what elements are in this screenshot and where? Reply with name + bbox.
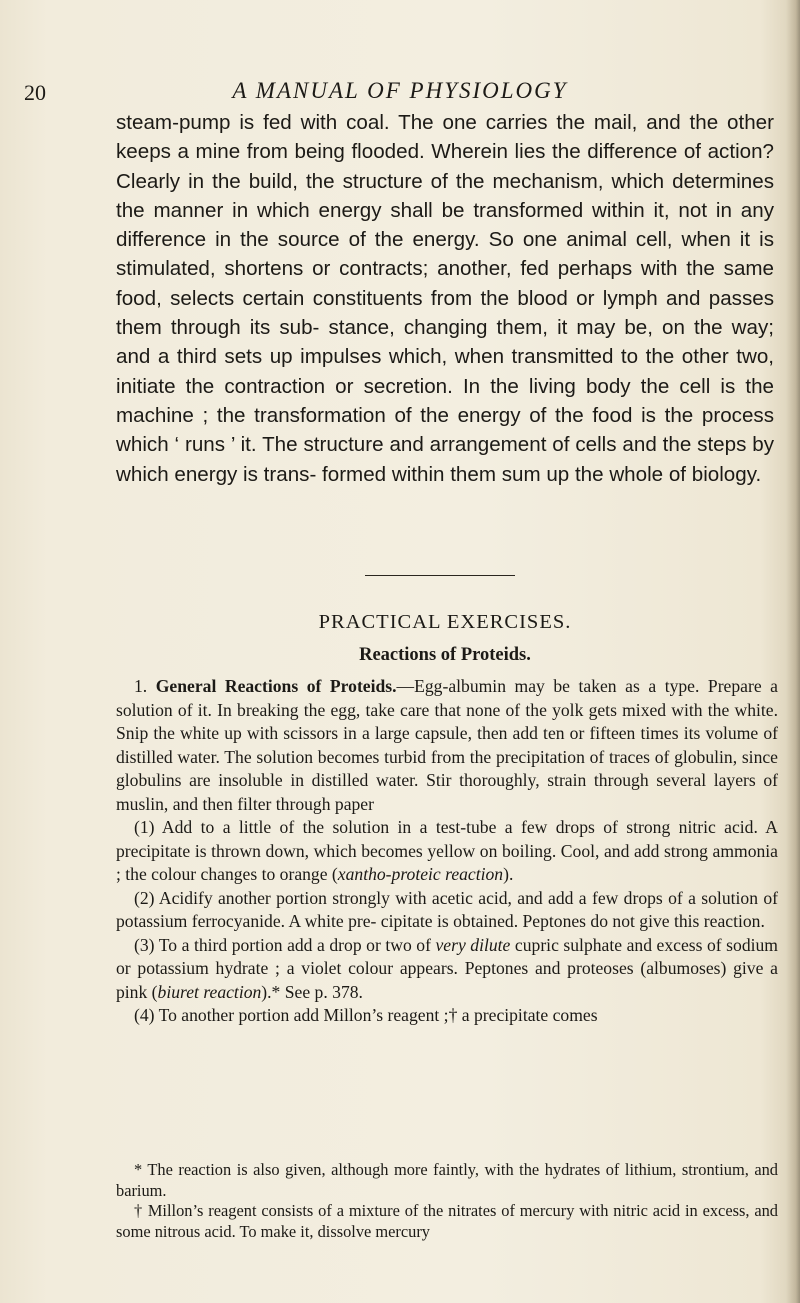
footnotes — [116, 1160, 778, 1242]
running-title: A MANUAL OF PHYSIOLOGY — [232, 78, 568, 103]
step-3-reaction-name: biuret reaction — [157, 981, 262, 1002]
exercise-step-3 — [116, 934, 778, 1005]
exercise-block — [116, 675, 778, 1028]
step-3-text: (3) To a third portion add a drop or two of — [134, 934, 436, 955]
step-3-emphasis: very dilute — [435, 934, 511, 955]
footnote-1: * The reaction is also given, although more faintly, with the hydrates of lithium, strontium, and barium. — [116, 1160, 778, 1200]
exercise-step-1 — [116, 816, 778, 887]
section-divider — [365, 575, 515, 576]
step-1-reaction-name: xantho-proteic reaction — [337, 864, 504, 884]
exercise-heading: General Reactions of Proteids. — [155, 676, 397, 696]
exercise-step-4: (4) To another portion add Millon’s reagent ;† a precipitate comes — [134, 1005, 598, 1025]
step-1-end: ). — [503, 864, 514, 884]
section-title: PRACTICAL EXERCISES. — [318, 611, 572, 633]
exercise-number: 1. — [134, 676, 148, 696]
step-1-text: (1) Add to a little of the solution in a test-tube a few drops of strong nitric acid. A precipitate is thrown down, which becomes yellow on boiling. Cool, and add strong ammonia ; the colour changes to orange ( — [116, 817, 778, 884]
body-paragraph: steam-pump is fed with coal. The one carries the mail, and the other keeps a mine from being flooded. Wherein lies the difference of action? Clearly in the build, the structure of the mechanism, which determines the manner in which energy shall be transformed within it, not in any difference in the source of the energy. So one animal cell, when it is stimulated, shortens or contracts; another, fed perhaps with the same food, selects certain constituents from the blood or lymph and passes them through its sub- stance, changing them, it may be, on the way; and a third sets up impulses which, when transmitted to the other two, initiate the contraction or secretion. In the living body the cell is the machine ; the transformation of the energy of the food is the process which ‘ runs ’ it. The structure and arrangement of cells and the steps by which energy is trans- formed within them sum up the whole of biology. — [116, 111, 774, 486]
exercise-step-2: (2) Acidify another portion strongly with acetic acid, and add a few drops of a solution of potassium ferrocyanide. A white pre- cipitate is obtained. Peptones do not give this reaction. — [116, 887, 778, 931]
exercise-intro-text: —Egg-albumin may be taken as a type. Prepare a solution of it. In breaking the egg, take care that none of the yolk gets mixed with the white. Snip the white up with scissors in a large capsule, then add ten or fifteen times its volume of distilled water. The solution becomes turbid from the precipitation of traces of globulin, since globulins are insoluble in distilled water. Stir thoroughly, strain through several layers of muslin, and then filter through paper — [116, 676, 778, 814]
exercise-intro — [116, 675, 778, 816]
step-3-end: ).* See p. 378. — [261, 981, 363, 1002]
step-3-text-2: cupric sulphate and excess of sodium or potassium hydrate ; a violet colour appears. Peptones and proteoses (albumoses) give a pink ( — [116, 934, 778, 1002]
footnote-2: † Millon’s reagent consists of a mixture of the nitrates of mercury with nitric acid in excess, and some nitrous acid. To make it, dissolve mercury — [116, 1201, 778, 1241]
page-number: 20 — [24, 80, 46, 105]
section-subtitle: Reactions of Proteids. — [359, 645, 531, 665]
